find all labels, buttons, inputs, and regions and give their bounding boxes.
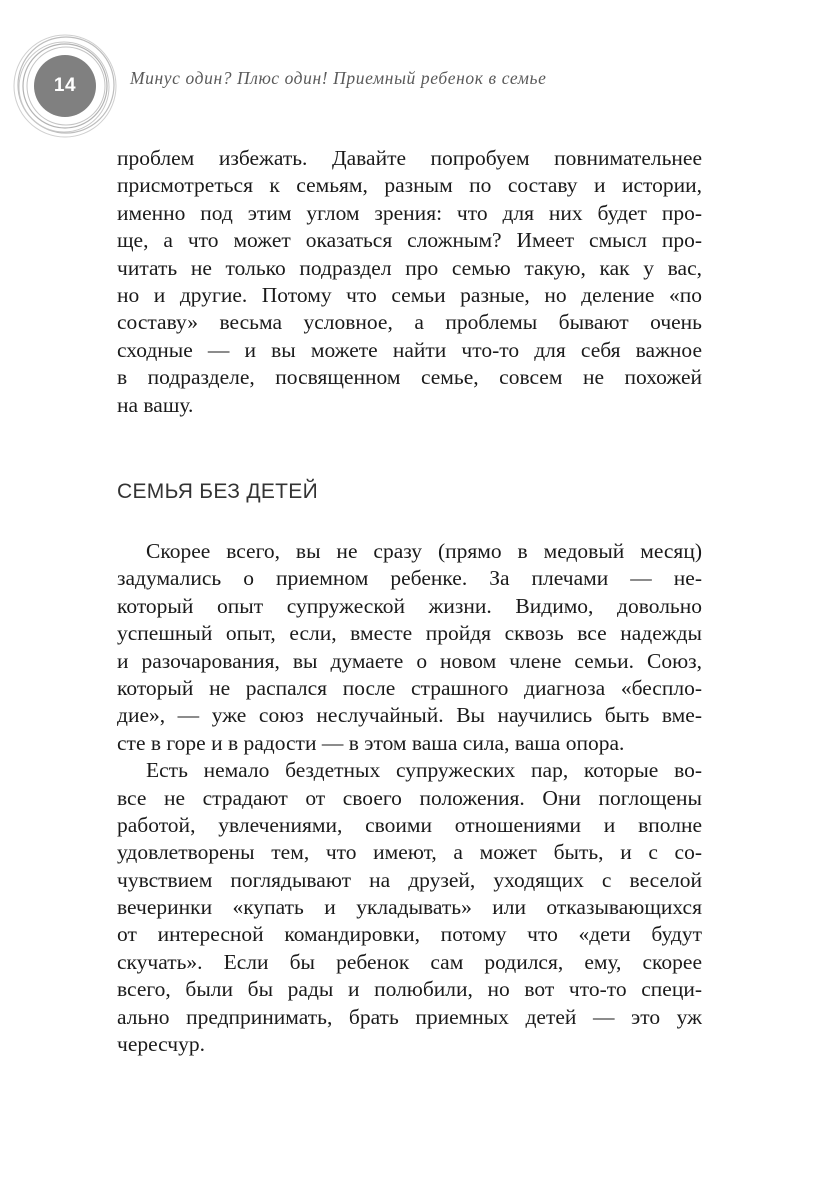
running-title: Минус один? Плюс один! Приемный ребенок в семье — [130, 68, 547, 88]
text-line: на вашу. — [117, 392, 194, 417]
intro-paragraph — [117, 145, 702, 419]
text-line: составу» весьма условное, а проблемы бывают очень — [117, 310, 702, 335]
section-body — [117, 538, 702, 1058]
text-line: все не страдают от своего положения. Они поглощены — [117, 785, 702, 810]
page-number: 14 — [53, 75, 77, 96]
text-line: именно под этим углом зрения: что для них будет про- — [117, 200, 702, 225]
text-line: присмотреться к семьям, разным по составу и истории, — [117, 173, 702, 198]
text-line: Скорее всего, вы не сразу (прямо в медовый месяц) — [146, 539, 702, 563]
text-line: дие», — уже союз неслучайный. Вы научились быть вме- — [117, 703, 702, 728]
text-line: ще, а что может оказаться сложным? Имеет смысл про- — [117, 228, 702, 253]
text-line: но и другие. Потому что семьи разные, но деление «по — [117, 282, 702, 307]
text-line: и разочарования, вы думаете о новом члене семьи. Союз, — [117, 648, 702, 673]
text-line: сходные — и вы можете найти что-то для себя важное — [117, 337, 702, 362]
text-line: в подразделе, посвященном семье, совсем не похожей — [117, 365, 702, 390]
text-line: проблем избежать. Давайте попробуем повнимательнее — [117, 146, 702, 170]
text-line: Есть немало бездетных супружеских пар, которые во- — [146, 758, 702, 783]
text-line: успешный опыт, если, вместе пройдя сквозь все надежды — [117, 621, 702, 646]
text-line: всего, были бы рады и полюбили, но вот что-то специ- — [117, 977, 702, 1002]
text-line: вечеринки «купать и укладывать» или отказывающихся — [117, 895, 702, 920]
text-line: читать не только подраздел про семью такую, как у вас, — [117, 255, 702, 280]
text-line: скучать». Если бы ребенок сам родился, ему, скорее — [117, 949, 702, 974]
text-line: от интересной командировки, потому что «дети будут — [117, 922, 702, 947]
text-line: чересчур. — [117, 1032, 205, 1057]
text-line: удовлетворены тем, что имеют, а может быть, и с со- — [117, 840, 702, 865]
text-line: чувствием поглядывают на друзей, уходящих с веселой — [117, 867, 702, 892]
text-line: который опыт супружеской жизни. Видимо, довольно — [117, 593, 702, 618]
text-line: сте в горе и в радости — в этом ваша сила, ваша опора. — [117, 730, 625, 755]
text-line: работой, увлечениями, своими отношениями и вполне — [117, 812, 702, 837]
text-line: задумались о приемном ребенке. За плечами — не- — [117, 566, 702, 591]
section-heading: СЕМЬЯ БЕЗ ДЕТЕЙ — [117, 480, 319, 503]
text-line: который не распался после страшного диагноза «беспло- — [117, 675, 702, 700]
text-line: ально предпринимать, брать приемных детей — это уж — [117, 1004, 702, 1029]
page-number-medallion — [12, 33, 118, 139]
